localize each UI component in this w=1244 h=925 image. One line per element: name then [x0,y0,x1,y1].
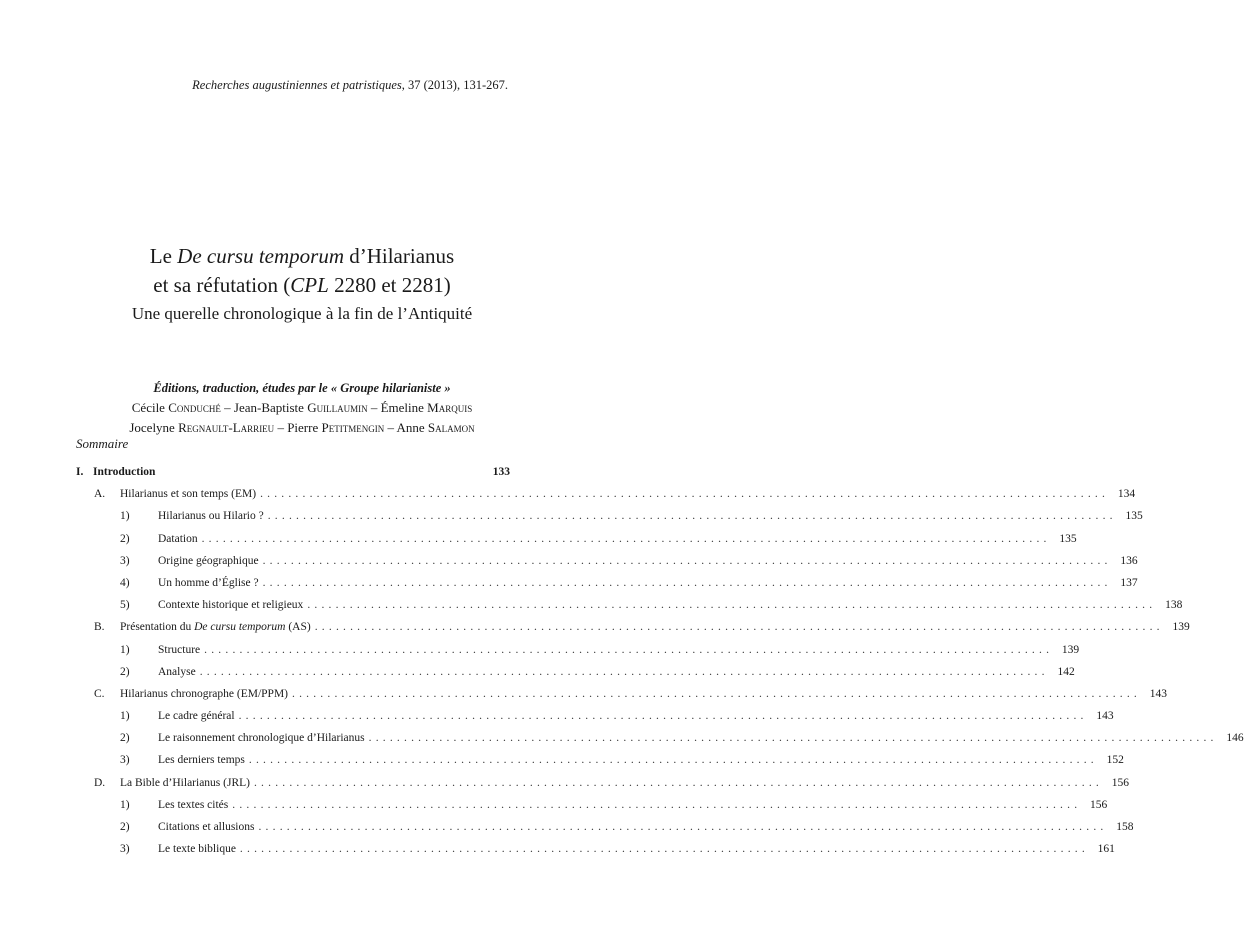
toc-entry-label: Contexte historique et religieux [158,599,307,611]
toc-entry-page: 156 [1111,776,1129,789]
toc-entry-number: 3) [120,554,130,567]
toc-entry-number: 2) [120,665,130,678]
toc-entry-number: B. [94,621,105,634]
title-text: 2280 et 2281) [328,273,451,297]
toc-entry [76,843,1115,865]
author-surname: Petitmengin [321,420,385,435]
toc-entry-label: Hilarianus ou Hilario ? [158,510,268,522]
toc-entry-label: Présentation du De cursu temporum (AS) [120,621,315,633]
toc-dot-leader: ........................................................................................................................ [262,576,1112,589]
toc-entry [76,643,1080,666]
toc-entry-label: La Bible d’Hilarianus (JRL) [120,777,254,789]
toc-entry-label: Hilarianus chronographe (EM/PPM) [120,688,292,700]
editors-line: Éditions, traduction, études par le « Groupe hilarianiste » [153,381,451,395]
toc-entry [76,621,1190,643]
title-italic-cpl: CPL [290,273,329,297]
toc-entry-number: C. [94,687,105,700]
toc-entry-label: Introduction [93,466,159,478]
title-text: et sa réfutation ( [153,273,291,297]
author-name: Émeline Marquis [380,400,473,415]
toc-dot-leader: ........................................................................................................................ [267,510,1117,523]
toc-entry [76,488,1136,510]
title-line-2 [0,271,604,300]
toc-dot-leader: ........................................................................................................................ [258,821,1108,833]
toc-entry-number: I. [76,466,84,478]
article-subtitle: Une querelle chronologique à la fin de l’Antiquité [131,304,473,323]
title-line-1 [0,242,604,271]
toc-dot-leader: ........................................................................................................................ [248,754,1098,767]
toc-dot-leader: ........................................................................................................................ [307,599,1157,612]
toc-entry-page: 139 [1172,621,1190,634]
table-of-contents [76,466,1244,865]
title-italic-work: De cursu temporum [177,244,344,268]
toc-dot-leader: ........................................................................................................................ [253,776,1103,789]
toc-entry-label: Un homme d’Église ? [158,577,263,589]
toc-entry-label: Le raisonnement chronologique d’Hilarianus [158,732,369,744]
toc-entry [76,466,510,488]
author-name: Jocelyne Regnault-Larrieu [129,420,275,435]
toc-entry-number: 5) [120,599,130,612]
toc-dot-leader: ........................................................................................................................ [292,687,1141,700]
journal-name: Recherches augustiniennes et patristiques [192,78,402,92]
toc-entry-page: 135 [1125,510,1143,523]
author-surname: Guillaumin [307,400,368,415]
toc-entry-label: Analyse [158,666,200,678]
toc-entry-label: Structure [158,644,204,656]
author-name: Pierre Petitmengin [287,420,385,435]
toc-entry-page: 137 [1120,576,1138,589]
toc-entry-page: 156 [1090,798,1108,811]
toc-dot-leader: ........................................................................................................................ [368,732,1218,745]
toc-dot-leader: ........................................................................................................................ [260,488,1110,501]
title-text: Le [149,244,178,268]
toc-entry-page: 136 [1120,554,1138,567]
author-name: Jean-Baptiste Guillaumin [233,400,368,415]
author-surname: Salamon [427,420,475,435]
toc-entry-label: Datation [158,533,202,545]
toc-entry [76,665,1075,688]
toc-entry-page: 143 [1096,710,1114,723]
toc-entry [76,687,1167,710]
toc-heading: Sommaire [76,436,129,451]
toc-dot-leader: ........................................................................................................................ [199,665,1049,678]
toc-entry [76,532,1077,555]
toc-entry-page: 142 [1057,665,1075,678]
toc-entry [76,776,1129,799]
toc-entry [76,576,1138,599]
toc-entry-page: 139 [1061,643,1080,656]
toc-dot-leader: ........................................................................................................................ [262,554,1112,567]
toc-entry-label: Le texte biblique [158,843,240,855]
toc-dot-leader: ........................................................................................................................ [201,532,1051,545]
credits-block [0,379,604,438]
title-text: d’Hilarianus [343,244,455,268]
toc-entry [76,599,1183,621]
toc-dot-leader: ........................................................................................................................ [314,621,1164,634]
toc-entry-page: 143 [1149,687,1167,700]
toc-entry-page: 161 [1097,843,1115,856]
toc-entry-page: 134 [1117,488,1136,501]
journal-volume-pages: , 37 (2013), 131-267. [401,78,508,92]
toc-entry [76,510,1143,532]
toc-entry-number: 1) [120,710,130,723]
author-name: Anne Salamon [396,420,475,435]
author-surname: Conduché [168,400,221,415]
toc-dot-leader: ........................................................................................................................ [239,843,1089,856]
toc-entry-page: 152 [1106,754,1124,767]
toc-entry [76,710,1114,732]
toc-entry-number: 1) [120,798,130,811]
toc-entry-number: A. [94,488,106,501]
authors-line-1: Cécile Conduché – Jean-Baptiste Guillaumin – Émeline Marquis [131,400,473,415]
toc-entry-number: 2) [120,732,130,745]
toc-entry-page: 133 [492,466,510,478]
toc-entry-label: Le cadre général [158,710,239,722]
toc-entry-label: Citations et allusions [158,821,258,833]
toc-entry-page: 146 [1226,732,1244,745]
toc-entry-number: 1) [120,643,130,656]
toc-entry-number: D. [94,776,106,789]
toc-entry [76,754,1124,776]
toc-entry-page: 158 [1116,821,1134,833]
author-surname: Marquis [427,400,473,415]
toc-entry [76,732,1244,754]
toc-entry-number: 2) [120,821,130,833]
toc-entry-label: Les textes cités [158,799,232,811]
toc-entry-number: 1) [120,510,130,523]
toc-entry [76,798,1108,821]
author-surname: Regnault-Larrieu [178,420,275,435]
toc-entry-italic-title: De cursu temporum [194,621,286,634]
toc-entry-page: 135 [1059,532,1077,545]
authors-line-2: Jocelyne Regnault-Larrieu – Pierre Petitmengin – Anne Salamon [129,420,475,435]
toc-entry-label: Hilarianus et son temps (EM) [120,488,260,500]
toc-entry-label: Les derniers temps [158,754,249,766]
author-name: Cécile Conduché [131,400,221,415]
toc-dot-leader: ........................................................................................................................ [232,798,1082,811]
journal-reference [192,78,508,93]
toc-entry-number: 3) [120,843,130,856]
toc-dot-leader: ........................................................................................................................ [204,643,1054,656]
toc-entry-number: 4) [120,576,130,589]
toc-entry-number: 3) [120,754,130,767]
toc-entry [76,554,1138,577]
toc-dot-leader: ........................................................................................................................ [238,710,1088,723]
article-title-block [0,242,604,326]
toc-entry-number: 2) [120,532,130,545]
toc-entry [76,821,1134,843]
toc-entry-label: Origine géographique [158,555,263,567]
toc-entry-page: 138 [1165,599,1183,612]
